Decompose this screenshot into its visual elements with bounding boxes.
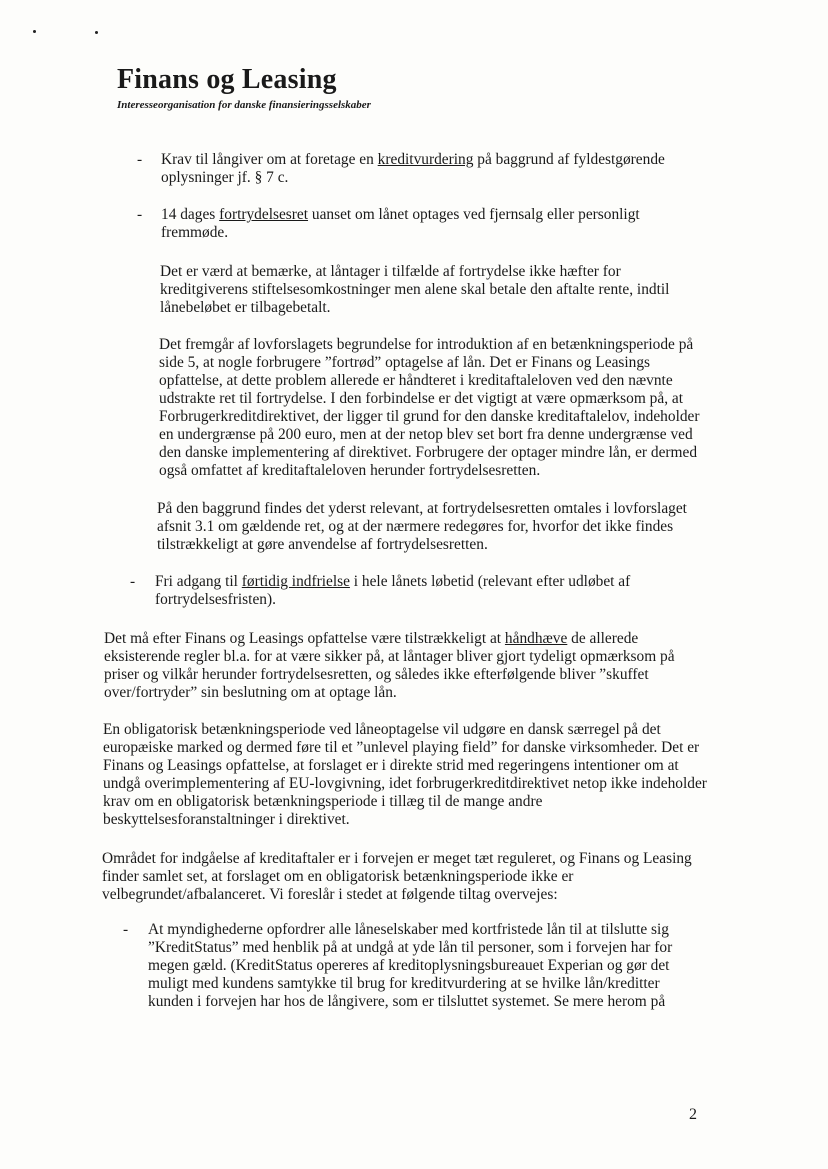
scan-speck	[95, 31, 98, 34]
link-kreditvurdering[interactable]: kreditvurdering	[377, 151, 474, 168]
paragraph-text: de allerede eksisterende regler bl.a. for at være sikker på, at låntager bliver gjort tydeligt opmærksom på priser og vilkår herunder fortrydelsesretten, og således ikke efterfølgende bliver ”skuffet over/fortryder” sin beslutning om at optage lån.	[104, 630, 675, 701]
bullet-dash: -	[130, 573, 136, 590]
paragraph-enforce	[104, 630, 706, 702]
scan-speck	[33, 30, 36, 33]
org-subtitle: Interesseorganisation for danske finansieringsselskaber	[117, 99, 371, 111]
bullet-early-repayment	[130, 573, 675, 609]
paragraph-lovforslag-begrundelse: Det fremgår af lovforslagets begrundelse for introduktion af en betænkningsperiode på side 5, at nogle forbrugere ”fortrød” optagelse af lån. Det er Finans og Leasings opfattelse, at dette problem allerede er håndteret i kreditaftaleloven ved den nævnte udstrakte ret til fortrydelse. I den forbindelse er det vigtigt at være opmærksom på, at Forbrugerkreditdirektivet, der ligger til grund for den danske kreditaftalelov, indeholder en undergrænse på 200 euro, men at der netop blev set bort fra denne undergrænse ved den danske implementering af direktivet. Forbrugere der optager mindre lån, er dermed også omfattet af kreditaftaleloven herunder fortrydelsesretten.	[159, 336, 700, 479]
page-number: 2	[689, 1106, 697, 1123]
bullet-text: 14 dages	[161, 206, 220, 223]
link-haandhaeve[interactable]: håndhæve	[504, 630, 568, 647]
bullet-dash: -	[137, 206, 143, 223]
bullet-dash: -	[123, 921, 129, 938]
bullet-text: på baggrund af fyldestgørende oplysninger jf. § 7 c.	[161, 151, 665, 186]
paragraph-text: Det må efter Finans og Leasings opfattelse være tilstrækkeligt at	[104, 630, 505, 647]
bullet-text: uanset om lånet optages ved fjernsalg eller personligt fremmøde.	[161, 206, 640, 241]
paragraph-area: Området for indgåelse af kreditaftaler er i forvejen er meget tæt reguleret, og Finans og Leasing finder samlet set, at forslaget om en obligatorisk betænkningsperiode ikke er velbegrundet/afbalanceret. Vi foreslår i stedet at følgende tiltag overvejes:	[102, 850, 692, 903]
bullet-kreditstatus	[123, 921, 696, 1011]
bullet-withdrawal-right	[137, 206, 671, 242]
paragraph-relevant: På den baggrund findes det yderst relevant, at fortrydelsesretten omtales i lovforslaget afsnit 3.1 om gældende ret, og at der nærmere redegøres for, hvorfor det ikke findes tilstrækkeligt at gøre anvendelse af fortrydelsesretten.	[157, 500, 687, 553]
paragraph-eu: En obligatorisk betænkningsperiode ved låneoptagelse vil udgøre en dansk særregel på det europæiske marked og dermed føre til et ”unlevel playing field” for danske virksomheder. Det er Finans og Leasings opfattelse, at forslaget er i direkte strid med regeringens intentioner om at undgå overimplementering af EU-lovgivning, idet forbrugerkreditdirektivet netop ikke indeholder krav om en obligatorisk betænkningsperiode i tillæg til de mange andre beskyttelsesforanstaltninger i direktivet.	[103, 721, 707, 828]
bullet-text: Fri adgang til	[155, 573, 242, 590]
link-fortidig-indfrielse[interactable]: førtidig indfrielse	[241, 573, 350, 590]
link-fortrydelsesret[interactable]: fortrydelsesret	[219, 206, 309, 223]
org-name: Finans og Leasing	[117, 64, 337, 95]
bullet-text: i hele lånets løbetid (relevant efter udløbet af fortrydelsesfristen).	[155, 573, 631, 608]
bullet-text: Krav til långiver om at foretage en	[161, 151, 378, 168]
bullet-credit-assessment	[137, 151, 701, 187]
paragraph-stiftelse: Det er værd at bemærke, at låntager i tilfælde af fortrydelse ikke hæfter for kreditgiverens stiftelsesomkostninger men alene skal betale den aftalte rente, indtil lånebeløbet er tilbagebetalt.	[160, 263, 670, 316]
bullet-dash: -	[137, 151, 143, 168]
bullet-text: At myndighederne opfordrer alle låneselskaber med kortfristede lån til at tilslutte sig ”KreditStatus” med henblik på at undgå at yde lån til personer, som i forvejen har for megen gæld. (KreditStatus opereres af kreditoplysningsbureauet Experian og gør det muligt med kundens samtykke til brug for kreditvurdering at se hvilke lån/kreditter kunden i forvejen har hos de långivere, som er tilsluttet systemet. Se mere herom på	[148, 921, 673, 1010]
